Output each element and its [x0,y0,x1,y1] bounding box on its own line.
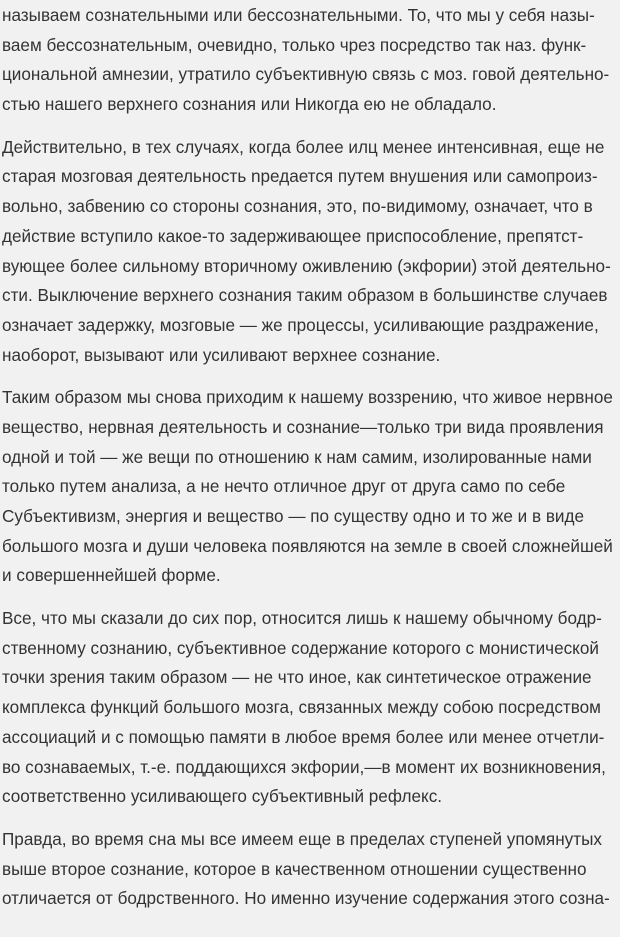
text-line: означает задержку, мозговые — же процессы, усиливающие раздражение, [2,314,599,335]
text-line: точки зрения таким образом — не что иное, как синтетическое отражение [2,667,592,688]
text-line: ваем бессознательным, очевидно, только чрез посредство так наз. функ- [2,34,587,55]
text-line: наоборот, вызывают или усиливают верхнее сознание. [2,344,441,365]
paragraph-gap [2,120,620,133]
paragraph-1 [2,0,620,120]
text-line: вольно, забвению со стороны сознания, это, по-видимому, означает, что в [2,196,593,217]
text-line: старая мозговая деятельность nредается путем внушения или самопроиз- [2,166,598,187]
text-line: соответственно усиливающего субъективный рефлекс. [2,786,443,807]
text-line: только путем анализа, а не нечто отличное друг от друга само по себе [2,476,566,497]
text-line: отличается от бодрственного. Но именно изучение содержания этого созна- [2,888,610,909]
text-line: Таким образом мы снова приходим к нашему воззрению, что живое нервное [2,387,613,408]
text-line: Правда, во время сна мы все имеем еще в пределах ступеней упомянутых [2,828,602,849]
paragraph-gap [2,370,620,383]
text-line: выше второе сознание, которое в качественном отношении существенно [2,858,587,879]
text-line: ственному сознанию, субъективное содержание которого с монистической [2,637,599,658]
text-line: вующее более сильному вторичному оживлению (экфории) этой деятельно- [2,255,611,276]
paragraph-4 [2,604,620,812]
text-line: сти. Выключение верхнего сознания таким образом в большинстве случаев [2,285,608,306]
paragraph-gap [2,812,620,825]
text-line: называем сознательными или бессознательными. То, что мы у себя назы- [2,5,595,25]
text-line: большого мозга и души человека появляются на земле в своей сложнейшей [2,535,613,556]
text-line: Все, что мы сказали до сих пор, относится лишь к нашему обычному бодр- [2,608,602,629]
text-line: и совершеннейшей форме. [2,565,221,586]
text-line: комплекса функций большого мозга, связанных между собою посредством [2,697,601,718]
text-line: ассоциаций и с помощью памяти в любое время более или менее отчетли- [2,726,605,747]
paragraph-2 [2,133,620,371]
text-line: Субъективизм, энергия и вещество — по существу одно и то же и в виде [2,506,585,526]
text-line: вещество, нервная деятельность и сознание—только три вида проявления [2,416,604,437]
text-line: во сознаваемых, т.-е. поддающихся экфории,—в момент их возникновения, [2,756,606,777]
text-line: циональной амнезии, утратило субъективную связь с моз. говой деятельно- [2,64,610,85]
paragraph-3 [2,383,620,591]
paragraph-gap [2,591,620,604]
paragraph-5 [2,825,620,914]
text-line: Действительно, в тех случаях, когда более илц менее интенсивная, еще не [2,136,605,157]
text-line: одной и той — же вещи по отношению к нам самим, изолированные нами [2,446,592,467]
text-line: действие вступило какое-то задерживающее приспособление, препятст- [2,225,584,246]
text-line: стью нашего верхнего сознания или Никогда ею не обладало. [2,94,497,115]
